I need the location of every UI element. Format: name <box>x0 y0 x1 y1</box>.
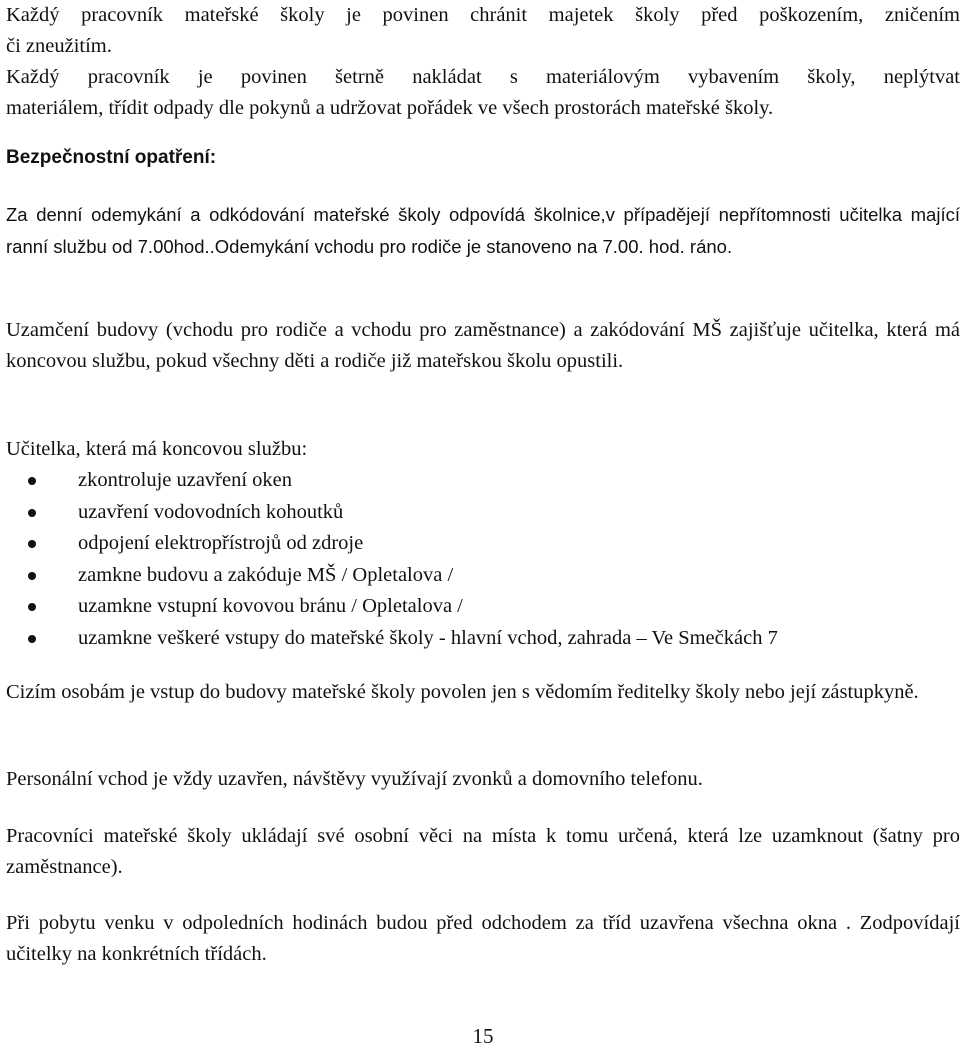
bullet-icon <box>28 509 36 517</box>
top-paragraph <box>6 0 960 124</box>
bullet-icon <box>28 540 36 548</box>
list-item: uzamkne veškeré vstupy do mateřské školy - hlavní vchod, zahrada – Ve Smečkách 7 <box>6 623 960 655</box>
teacher-intro: Učitelka, která má koncovou službu: <box>6 438 308 460</box>
teacher-duties-list <box>6 465 960 654</box>
belongings-paragraph: Pracovníci mateřské školy ukládají své osobní věci na místa k tomu určená, která lze uzamknout (šatny pro zaměstnance). <box>6 825 960 878</box>
top-paragraph-line-3: Každý pracovník je povinen šetrně nakládat s materiálovým vybavením školy, neplýtvat <box>6 66 960 88</box>
top-paragraph-line-1: Každý pracovník mateřské školy je povinen chránit majetek školy před poškozením, zničením <box>6 4 960 26</box>
bullet-icon <box>28 572 36 580</box>
bullet-icon <box>28 477 36 485</box>
list-item: zamkne budovu a zakóduje MŠ / Opletalova / <box>6 560 960 592</box>
page-number: 15 <box>472 1024 494 1048</box>
list-item: uzavření vodovodních kohoutků <box>6 497 960 529</box>
strangers-paragraph: Cizím osobám je vstup do budovy mateřské školy povolen jen s vědomím ředitelky školy nebo její zástupkyně. <box>6 681 919 703</box>
security-heading: Bezpečnostní opatření: <box>6 147 217 168</box>
list-item: zkontroluje uzavření oken <box>6 465 960 497</box>
locking-paragraph: Uzamčení budovy (vchodu pro rodiče a vchodu pro zaměstnance) a zakódování MŠ zajišťuje učitelka, která má koncovou službu, pokud všechny děti a rodiče již mateřskou školu opustili. <box>6 319 960 372</box>
document-page <box>6 0 960 1049</box>
top-paragraph-line-4: materiálem, třídit odpady dle pokynů a udržovat pořádek ve všech prostorách mateřské školy. <box>6 97 774 119</box>
top-paragraph-line-2: či zneužitím. <box>6 35 112 57</box>
list-item: uzamkne vstupní kovovou bránu / Opletalova / <box>6 591 960 623</box>
unlocking-paragraph: Za denní odemykání a odkódování mateřské školy odpovídá školnice,v případějejí nepřítomnosti učitelka mající ranní službu od 7.00hod..Odemykání vchodu pro rodiče je stanoveno na 7.00. hod. ráno. <box>6 204 960 257</box>
bullet-icon <box>28 635 36 643</box>
staff-entrance-paragraph: Personální vchod je vždy uzavřen, návštěvy využívají zvonků a domovního telefonu. <box>6 768 703 790</box>
list-item: odpojení elektropřístrojů od zdroje <box>6 528 960 560</box>
windows-paragraph: Při pobytu venku v odpoledních hodinách budou před odchodem za tříd uzavřena všechna okna . Zodpovídají učitelky na konkrétních třídách. <box>6 912 960 965</box>
bullet-icon <box>28 603 36 611</box>
